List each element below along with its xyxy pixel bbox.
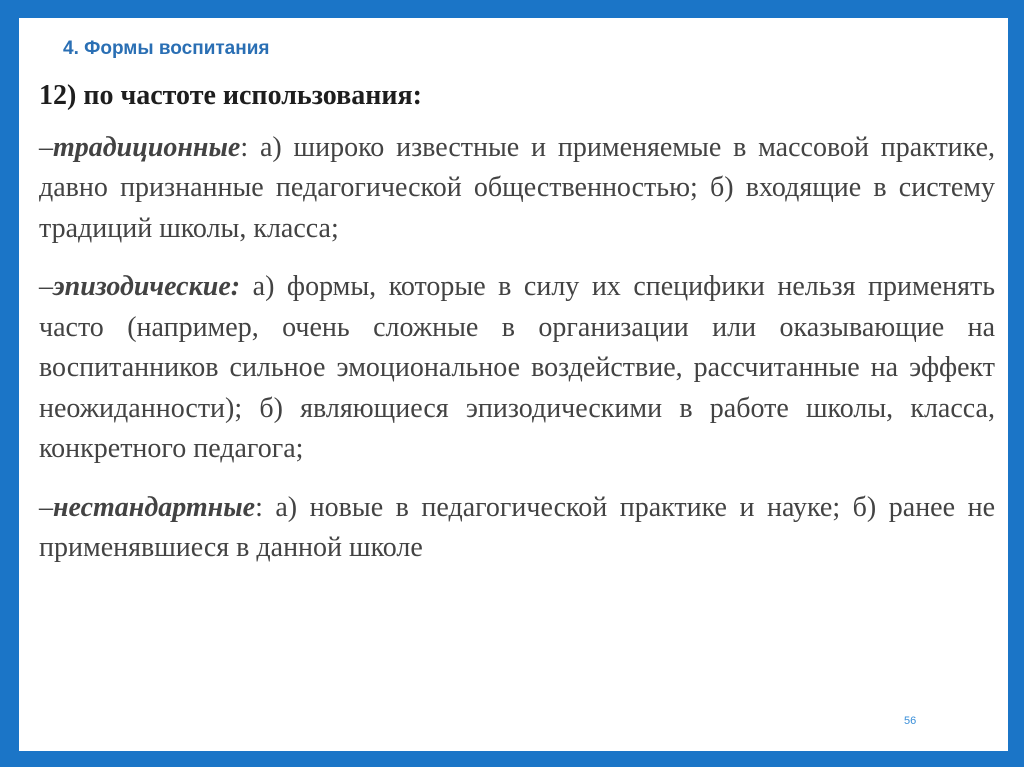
page-number: 56 — [904, 715, 917, 727]
item-term: традиционные — [53, 131, 241, 163]
slide-heading: 12) по частоте использования: — [39, 80, 422, 111]
item-term: эпизодические: — [53, 271, 241, 302]
item-text: : а) широко известные и применяемые в массовой практике, давно признанные педагогической общественностью; б) входящие в систему традиций школы, класса; — [39, 131, 995, 244]
slide-section-title: 4. Формы воспитания — [63, 38, 270, 59]
item-text: : а) новые в педагогической практике и науке; б) ранее не применявшиеся в данной школе — [39, 491, 995, 563]
list-item-nonstandard — [39, 488, 995, 569]
list-item-traditional — [39, 128, 995, 250]
item-dash: – — [39, 491, 53, 523]
item-dash: – — [39, 271, 53, 302]
slide — [19, 18, 1008, 751]
item-dash: – — [39, 131, 53, 163]
item-text: а) формы, которые в силу их специфики нельзя применять часто (например, очень сложные в организации или оказывающие на воспитанников сильное эмоциональное воздействие, рассчитанные на эффект неожиданности); б) являющиеся эпизодическими в работе школы, класса, конкретного педагога; — [39, 271, 995, 464]
list-item-episodic — [39, 267, 995, 470]
slide-content — [39, 76, 995, 587]
item-term: нестандартные — [53, 491, 256, 523]
